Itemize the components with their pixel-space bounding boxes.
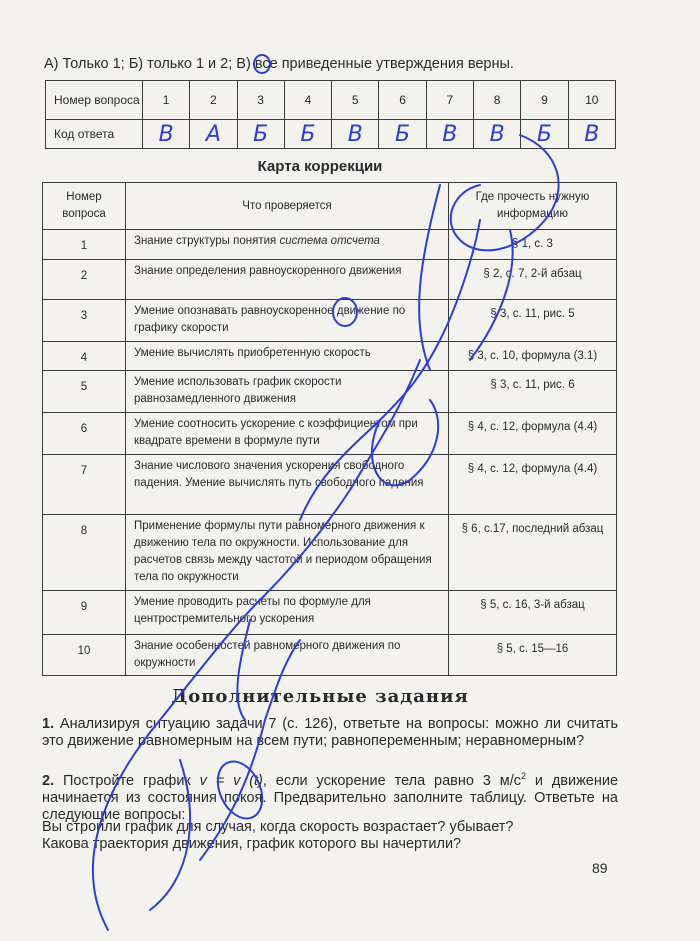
handwritten-answer: В: [332, 120, 379, 149]
row-reference: § 3, с. 11, рис. 6: [449, 371, 617, 413]
question-header: Номер вопроса: [46, 81, 143, 120]
row-description: Умение вычислять приобретенную скорость: [126, 342, 449, 371]
row-description: Умение использовать график скорости равнозамедленного движения: [126, 371, 449, 413]
formula: v = v (t): [199, 772, 263, 789]
row-description: Умение соотносить ускорение с коэффициентом при квадрате времени в формуле пути: [126, 413, 449, 455]
handwritten-answer: Б: [237, 120, 284, 149]
correction-table: [42, 182, 617, 676]
row-description: Знание определения равноускоренного движения: [126, 260, 449, 300]
row-reference: § 5, с. 15—16: [449, 635, 617, 676]
checked-header: Что проверяется: [126, 183, 449, 230]
row-reference: § 3, с. 10, формула (3.1): [449, 342, 617, 371]
row-reference: § 3, с. 11, рис. 5: [449, 300, 617, 342]
number-header: Номер вопроса: [43, 183, 126, 230]
correction-row: [43, 260, 617, 300]
task-number: 1.: [42, 716, 55, 732]
correction-row: [43, 371, 617, 413]
row-description: Знание числового значения ускорения свободного падения. Умение вычислять путь свободного падения: [126, 455, 449, 515]
handwritten-answer: Б: [379, 120, 426, 149]
correction-row: [43, 635, 617, 676]
row-reference: § 4, с. 12, формула (4.4): [449, 413, 617, 455]
question-number: 10: [568, 81, 615, 120]
row-number: 5: [43, 371, 126, 413]
row-number: 7: [43, 455, 126, 515]
row-number: 3: [43, 300, 126, 342]
row-number: 4: [43, 342, 126, 371]
answer-code-row: [46, 120, 616, 149]
question-number: 1: [143, 81, 190, 120]
row-number: 9: [43, 591, 126, 635]
correction-card-title: Карта коррекции: [257, 158, 383, 175]
handwritten-answer: А: [190, 120, 237, 149]
question-number: 8: [473, 81, 520, 120]
correction-row: [43, 591, 617, 635]
task-2: 2. Постройте график v = v (t), если ускорение тела равно 3 $м/с^2$ и движение начинается из состояния покоя. Предварительно заполните таблицу. Ответьте на следующие вопросы:: [42, 771, 619, 823]
question-number: 4: [284, 81, 331, 120]
correction-row: [43, 342, 617, 371]
question-number: 7: [426, 81, 473, 120]
row-description: Знание особенностей равномерного движения по окружности: [126, 635, 449, 676]
handwritten-answer: В: [473, 120, 520, 149]
handwritten-answer: В: [426, 120, 473, 149]
correction-row: [43, 455, 617, 515]
page-number: 89: [592, 860, 608, 876]
correction-row: [43, 230, 617, 260]
row-reference: § 5, с. 16, 3-й абзац: [449, 591, 617, 635]
answer-table: [45, 80, 616, 149]
question-number-row: [46, 81, 616, 120]
question-number: 9: [521, 81, 568, 120]
row-number: 1: [43, 230, 126, 260]
task-2-question-1: Вы строили график для случая, когда скорость возрастает? убывает?: [42, 819, 514, 835]
correction-header-row: [43, 183, 617, 230]
code-header: Код ответа: [46, 120, 143, 149]
row-number: 8: [43, 515, 126, 591]
handwritten-answer: В: [568, 120, 615, 149]
question-number: 6: [379, 81, 426, 120]
handwritten-answer: В: [143, 120, 190, 149]
correction-row: [43, 300, 617, 342]
row-description: Умение опознавать равноускоренное движение по графику скорости: [126, 300, 449, 342]
task-text: Анализируя ситуацию задачи 7 (с. 126), ответьте на вопросы: можно ли считать это движение равномерным на всем пути; равнопеременным; неравномерным?: [42, 716, 619, 749]
task-1: [42, 716, 618, 750]
row-number: 2: [43, 260, 126, 300]
where-header: Где прочесть нужную информацию: [449, 183, 617, 230]
row-reference: § 1, с. 3: [449, 230, 617, 260]
question-number: 2: [190, 81, 237, 120]
question-number: 3: [237, 81, 284, 120]
row-description: Применение формулы пути равномерного движения к движению тела по окружности. Использование для расчетов связь между частотой и периодом обращения тела по окружности: [126, 515, 449, 591]
correction-row: [43, 413, 617, 455]
handwritten-answer: Б: [284, 120, 331, 149]
correction-row: [43, 515, 617, 591]
handwritten-answer: Б: [521, 120, 568, 149]
row-number: 6: [43, 413, 126, 455]
row-reference: § 6, с.17, последний абзац: [449, 515, 617, 591]
task-2-question-2: Какова траектория движения, график которого вы начертили?: [42, 836, 462, 852]
row-reference: § 4, с. 12, формула (4.4): [449, 455, 617, 515]
row-description: Знание структуры понятия система отсчета: [126, 230, 449, 260]
question-number: 5: [332, 81, 379, 120]
row-description: Умение проводить расчеты по формуле для центростремительного ускорения: [126, 591, 449, 635]
task-number: 2.: [42, 772, 55, 789]
row-number: 10: [43, 635, 126, 676]
additional-tasks-title: Дополнительные задания: [171, 686, 469, 707]
answer-options-text: А) Только 1; Б) только 1 и 2; В) все приведенные утверждения верны.: [44, 56, 514, 72]
row-reference: § 2, с. 7, 2-й абзац: [449, 260, 617, 300]
